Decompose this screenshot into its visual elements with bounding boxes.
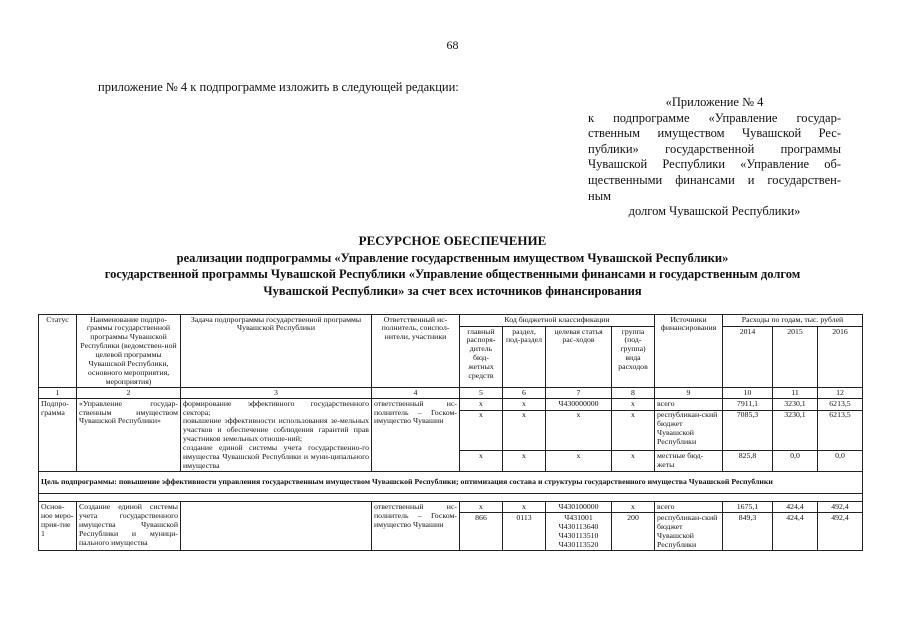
cell-section: 0113 [503,513,546,551]
spacer-row [39,494,863,502]
header-year: 2016 [818,327,863,388]
header-source: Источники финансирования [655,315,723,388]
cell-group: х [612,502,655,513]
row-task [181,502,372,551]
row-task [181,399,372,472]
appendix-line: ственным имуществом Чувашской Рес- [588,126,841,141]
cell-target: Ч430100000 [546,502,612,513]
cell-value: 424,4 [773,513,818,551]
cell-grbs: х [460,451,503,472]
row-status: Подпро-грамма [39,399,77,472]
col-number: 7 [546,388,612,399]
header-task: Задача подпрограммы государственной программы Чувашской Республики [181,315,372,388]
cell-section: х [503,410,546,450]
cell-source: республикан-ский бюджет Чувашской Республики [655,513,723,551]
header-budget-code: Код бюджетной классификации [460,315,655,327]
header-name: Наименование подпро-граммы государственной программы Чувашской Республики (ведомствен-ной целевой программы Чувашской Республики, основного мероприятия, мероприятия) [77,315,181,388]
task-item: формирование эффективного государственного сектора; [183,398,369,417]
cell-value: 492,4 [818,513,863,551]
header-group: группа (под-группа) вида расходов [612,327,655,388]
heading-line: государственной программы Чувашской Республики «Управление общественными финансами и государственным долгом [104,267,801,281]
cell-grbs: х [460,410,503,450]
heading-line: реализации подпрограммы «Управление государственным имуществом Чувашской Республики» [176,250,729,265]
col-number: 1 [39,388,77,399]
col-number: 5 [460,388,503,399]
appendix-block [588,95,841,220]
header-grbs: главный распоря-дитель бюд-жетных средств [460,327,503,388]
cell-group: 200 [612,513,655,551]
intro-text: приложение № 4 к подпрограмме изложить в следующей редакции: [98,80,459,94]
cell-grbs: 866 [460,513,503,551]
header-target: целевая статья рас-ходов [546,327,612,388]
row-name: «Управление государ-ственным имуществом Чувашской Республики» [77,399,181,472]
cell-group: х [612,410,655,450]
col-number: 3 [181,388,372,399]
cell-section: х [503,502,546,513]
cell-section: х [503,399,546,411]
cell-value: 492,4 [818,502,863,513]
document-heading [40,233,865,299]
cell-source: всего [655,502,723,513]
header-year: 2014 [723,327,773,388]
header-row [39,315,863,327]
cell-value: 0,0 [818,451,863,472]
header-executor: Ответственный ис-полнитель, соиспол-нители, участники [372,315,460,388]
cell-value: 3230,1 [773,410,818,450]
cell-target: Ч431001 Ч430113640 Ч430113510 Ч430113520 [546,513,612,551]
appendix-line: ным [588,188,611,203]
cell-value: 849,3 [723,513,773,551]
cell-value: 6213,5 [818,399,863,411]
goal-text: Цель подпрограммы: повышение эффективности управления государственным имуществом Чувашской Республики; оптимизация состава и структуры государственного имущества Чувашской Республики [39,472,863,494]
cell-group: х [612,451,655,472]
task-item: повышение эффективности использования зе-мельных участков и обеспечение соблюдения гарантий прав участников земельных отноше-ний; [183,416,369,444]
page-number: 68 [446,38,459,52]
cell-group: х [612,399,655,411]
column-number-row [39,388,863,399]
header-year: 2015 [773,327,818,388]
col-number: 10 [723,388,773,399]
cell-source: всего [655,399,723,411]
col-number: 8 [612,388,655,399]
cell-target: х [546,410,612,450]
cell-value: 1675,1 [723,502,773,513]
table-row [39,399,863,411]
appendix-line: к подпрограмме «Управление государ- [588,110,841,125]
row-status: Основ-ное меро-прия-тие 1 [39,502,77,551]
cell-value: 825,8 [723,451,773,472]
row-name: Создание единой системы учета государственного имущества Чувашской Республики и муници-пального имущества [77,502,181,551]
heading-title: РЕСУРСНОЕ ОБЕСПЕЧЕНИЕ [358,233,547,248]
header-expenses: Расходы по годам, тыс. рублей [723,315,863,327]
appendix-line: публики» государственной программы [588,141,841,156]
cell-value: 6213,5 [818,410,863,450]
task-item: создание единой системы учета государственно-го имущества Чувашской Республики и муни-ципального имущества [183,443,369,470]
col-number: 2 [77,388,181,399]
cell-value: 7085,3 [723,410,773,450]
cell-value: 0,0 [773,451,818,472]
col-number: 9 [655,388,723,399]
resource-table [38,314,863,551]
col-number: 6 [503,388,546,399]
heading-line: Чувашской Республики» за счет всех источников финансирования [263,283,642,298]
cell-value: 7911,1 [723,399,773,411]
row-executor: ответственный ис-полнитель – Госком-имущество Чувашии [372,399,460,472]
goal-row [39,472,863,494]
spacer-cell [39,494,863,502]
cell-source: местные бюд-жеты [655,451,723,472]
header-status: Статус [39,315,77,388]
cell-grbs: х [460,399,503,411]
row-executor: ответственный ис-полнитель – Госком-имущество Чувашии [372,502,460,551]
cell-source: республикан-ский бюджет Чувашской Республики [655,410,723,450]
appendix-line: долгом Чувашской Республики» [628,204,801,219]
col-number: 12 [818,388,863,399]
header-section: раздел, под-раздел [503,327,546,388]
cell-section: х [503,451,546,472]
col-number: 11 [773,388,818,399]
cell-value: 3230,1 [773,399,818,411]
appendix-line: Чувашской Республики «Управление об- [588,157,841,172]
appendix-line: «Приложение № 4 [665,95,764,109]
cell-target: Ч430000000 [546,399,612,411]
col-number: 4 [372,388,460,399]
cell-value: 424,4 [773,502,818,513]
cell-target: х [546,451,612,472]
appendix-line: щественными финансами и государствен- [588,172,841,187]
cell-grbs: х [460,502,503,513]
table-row [39,502,863,513]
